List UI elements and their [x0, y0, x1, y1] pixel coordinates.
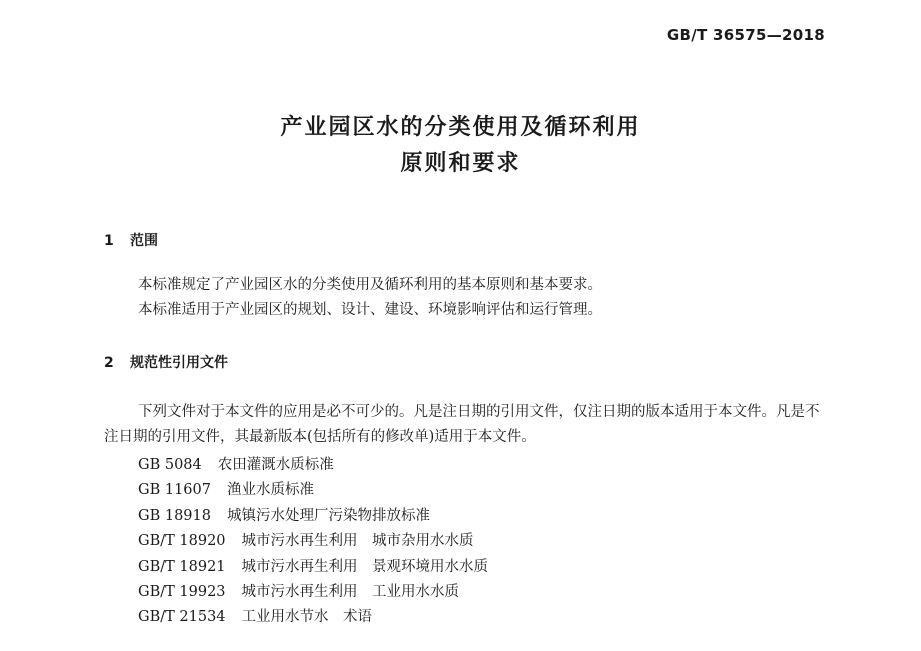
reference-title: 城市污水再生利用 城市杂用水水质	[241, 533, 474, 550]
reference-title: 渔业水质标准	[226, 482, 314, 499]
section-1-title: 范围	[130, 233, 158, 249]
reference-item	[138, 555, 488, 580]
reference-item	[138, 605, 488, 630]
reference-code: GB/T 18921	[138, 558, 226, 575]
reference-code: GB/T 19923	[138, 584, 226, 601]
reference-code: GB 18918	[138, 507, 211, 524]
reference-code: GB/T 21534	[138, 609, 226, 626]
section-2-number: 2	[104, 355, 114, 371]
paragraph: 下列文件对于本文件的应用是必不可少的。凡是注日期的引用文件，仅注日期的版本适用于本文件。凡是不注日期的引用文件，其最新版本(包括所有的修改单)适用于本文件。	[104, 404, 820, 445]
section-2-title: 规范性引用文件	[130, 355, 228, 371]
reference-title: 农田灌溉水质标准	[217, 457, 334, 473]
document-title: 产业园区水的分类使用及循环利用	[280, 115, 641, 140]
reference-title: 城镇污水处理厂污染物排放标准	[226, 507, 430, 524]
section-2-heading	[104, 352, 228, 372]
reference-title: 城市污水再生利用 景观环境用水水质	[241, 558, 489, 575]
reference-code: GB 5084	[138, 457, 202, 473]
paragraph: 本标准适用于产业园区的规划、设计、建设、环境影响评估和运行管理。	[138, 302, 602, 318]
document-subtitle: 原则和要求	[400, 151, 521, 176]
section-2-body	[104, 400, 824, 450]
section-1-heading	[104, 230, 158, 250]
reference-item	[138, 504, 488, 529]
reference-code: GB 11607	[138, 482, 211, 499]
reference-title: 城市污水再生利用 工业用水水质	[241, 584, 460, 601]
standard-code: GB/T 36575—2018	[666, 26, 825, 44]
reference-title: 工业用水节水 术语	[241, 609, 373, 626]
section-1-number: 1	[104, 233, 114, 249]
reference-code: GB/T 18920	[138, 533, 226, 550]
reference-item	[138, 580, 488, 605]
reference-item	[138, 453, 488, 478]
paragraph: 本标准规定了产业园区水的分类使用及循环利用的基本原则和基本要求。	[138, 277, 602, 293]
reference-item	[138, 478, 488, 503]
reference-list	[138, 453, 488, 631]
reference-item	[138, 529, 488, 554]
section-1-body	[104, 273, 824, 323]
